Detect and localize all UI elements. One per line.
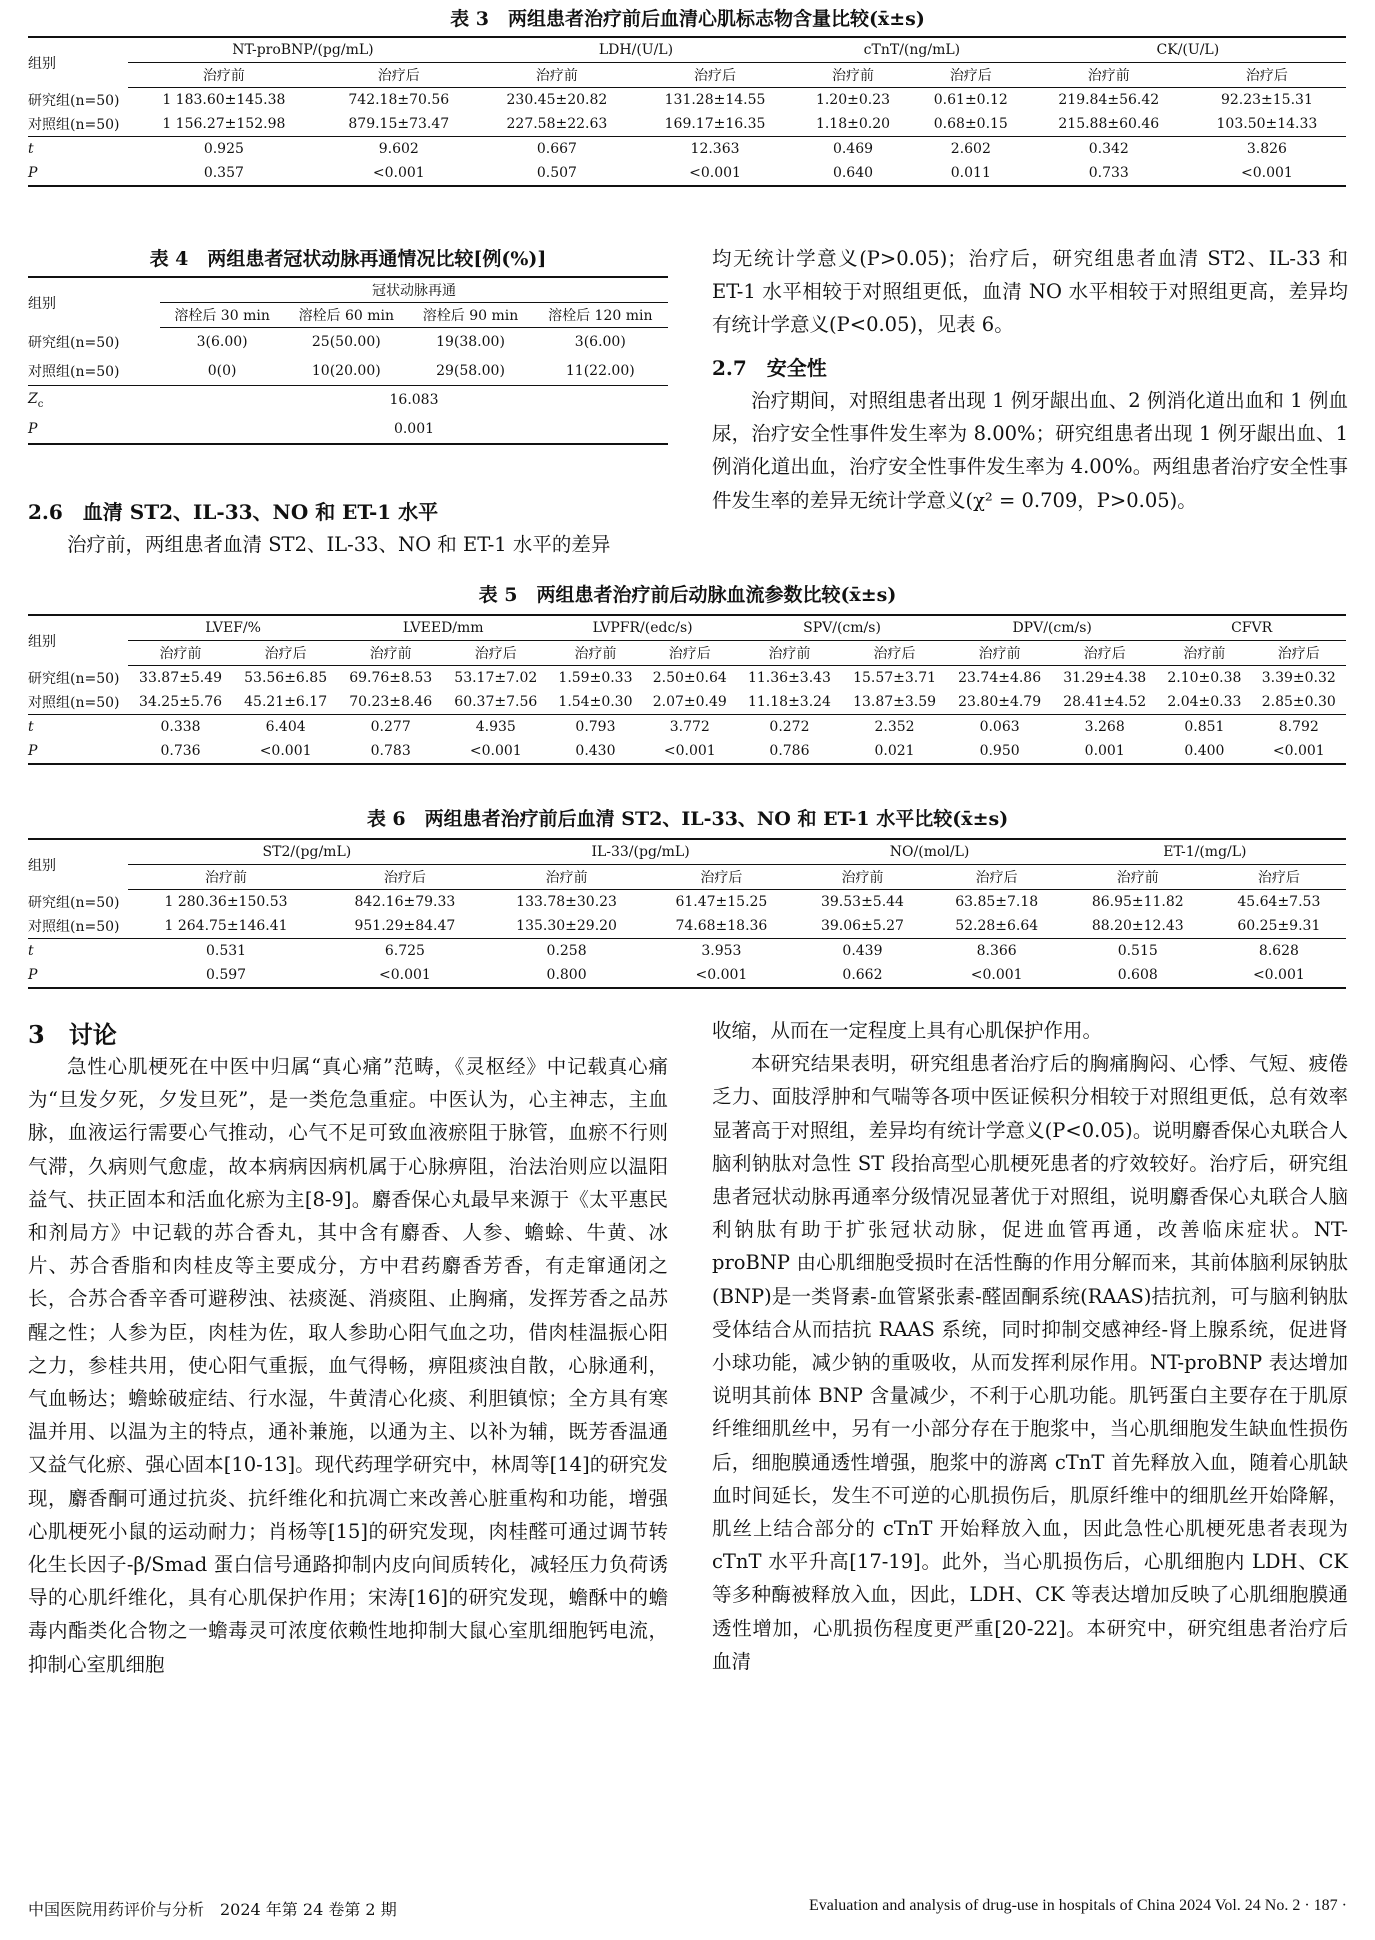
table-row — [28, 690, 1346, 715]
cell: 25(50.00) — [311, 334, 381, 351]
paragraph: 均无统计学意义(P>0.05)；治疗后，研究组患者血清 ST2、IL-33 和 ET-1 水平相较于对照组更低，血清 NO 水平相较于对照组更高，差异均有统计学意义(P<0.05)，见表 6。 — [712, 247, 1348, 337]
paragraph: 急性心肌梗死在中医中归属“真心痛”范畴，《灵枢经》中记载真心痛为“旦发夕死，夕发旦死”，是一类危急重症。中医认为，心主神志，主血脉，血液运行需要心气推动，心气不足可致血液瘀阻于脉管，血瘀不行则气滞，久病则气愈虚，故本病病因病机属于心脉痹阻，治法治则应以温阳益气、扶正固本和活血化瘀为主[8-9]。麝香保心丸最早来源于《太平惠民和剂局方》中记载的苏合香丸，其中含有麝香、人参、蟾蜍、牛黄、冰片、苏合香脂和肉桂皮等主要成分，方中君药麝香芳香，有走窜通闭之长，合苏合香辛香可避秽浊、祛痰涎、消痰阻、止胸痛，发挥芳香之品苏醒之性；人参为臣，肉桂为佐，取人参助心阳气血之功，借肉桂温振心阳之力，参桂共用，使心阳气重振，血气得畅，痹阻痰浊自散，心脉通利，气血畅达；蟾蜍破症结、行水湿，牛黄清心化痰、利胆镇惊；全方具有寒温并用、以温为主的特点，通补兼施，以通为主、以补为辅，既芳香温通又益气化瘀、强心固本[10-13]。现代药理学研究中，林周等[14]的研究发现，麝香酮可通过抗炎、抗纤维化和抗凋亡来改善心脏重构和功能，增强心肌梗死小鼠的运动耐力；肖杨等[15]的研究发现，肉桂醛可通过调节转化生长因子-β/Smad 蛋白信号通路抑制内皮向间质转化，减轻压力负荷诱导的心肌纤维化，具有心肌保护作用；宋涛[16]的研究发现，蟾酥中的蟾毒内酯类化合物之一蟾毒灵可浓度依赖性地抑制大鼠心室肌细胞钙电流，抑制心室肌细胞 — [28, 1055, 668, 1676]
cell: 0.793 — [575, 719, 616, 735]
table4-span-header: 冠状动脉再通 — [160, 277, 668, 303]
table-row — [28, 357, 668, 386]
cell: 0.950 — [947, 739, 1052, 764]
cell: 45.21±6.17 — [233, 690, 338, 715]
section-2-6-text-left — [28, 528, 668, 561]
cell: 169.17±16.35 — [636, 112, 794, 137]
table-row — [28, 666, 1346, 691]
table5-sub-header: 治疗后 — [1252, 641, 1346, 666]
section-2-7-text — [712, 384, 1348, 517]
table3-sub-header: 治疗前 — [478, 63, 636, 88]
cell: 2.85±0.30 — [1252, 690, 1346, 715]
cell: 11(22.00) — [533, 357, 668, 386]
table5-body — [28, 666, 1346, 765]
table5-title: 表 5 两组患者治疗前后动脉血流参数比较(x̄±s) — [478, 584, 897, 606]
cell: <0.001 — [1212, 963, 1346, 988]
table3-sub-header: 治疗前 — [1030, 63, 1188, 88]
table6-sub-header: 治疗后 — [324, 865, 486, 890]
table5 — [28, 614, 1346, 765]
cell: 92.23±15.31 — [1220, 92, 1313, 108]
cell: 0.736 — [128, 739, 233, 764]
table3-sub-header: 治疗后 — [912, 63, 1030, 88]
table6-sub-header: 治疗后 — [930, 865, 1064, 890]
cell: 29(58.00) — [408, 357, 532, 386]
cell: 2.07±0.49 — [643, 690, 737, 715]
table4 — [28, 276, 668, 445]
table-row — [28, 715, 1346, 740]
cell: 1 156.27±152.98 — [128, 112, 320, 137]
cell: 3.772 — [669, 719, 710, 735]
cell: 215.88±60.46 — [1030, 112, 1188, 137]
paragraph: 治疗前，两组患者血清 ST2、IL-33、NO 和 ET-1 水平的差异 — [67, 533, 611, 556]
table6-col-header: ST2/(pg/mL) — [128, 839, 486, 865]
cell: 3.826 — [1246, 141, 1287, 157]
discussion-left-column — [28, 1050, 668, 1681]
cell: 0.277 — [370, 719, 411, 735]
cell: 1.18±0.20 — [794, 112, 912, 137]
cell: <0.001 — [320, 161, 478, 186]
cell: 0.011 — [912, 161, 1030, 186]
cell: 45.64±7.53 — [1237, 894, 1321, 910]
discussion-heading: 3 讨论 — [28, 1020, 117, 1049]
cell: 23.80±4.79 — [947, 690, 1052, 715]
table3-title: 表 3 两组患者治疗前后血清心肌标志物含量比较(x̄±s) — [450, 8, 925, 30]
cell: 0.925 — [203, 141, 244, 157]
section-2-7-heading: 2.7 安全性 — [712, 356, 827, 380]
cell: 60.37±7.56 — [443, 690, 548, 715]
cell: 0.400 — [1157, 739, 1251, 764]
table6-sub-header: 治疗前 — [795, 865, 929, 890]
table6-sub-header: 治疗前 — [486, 865, 648, 890]
table5-sub-header: 治疗后 — [1052, 641, 1157, 666]
table3-sub-header: 治疗前 — [128, 63, 320, 88]
cell: 86.95±11.82 — [1091, 894, 1184, 910]
cell: 53.56±6.85 — [244, 670, 328, 686]
table6-sub-header: 治疗前 — [128, 865, 324, 890]
cell: 0.61±0.12 — [933, 92, 1008, 108]
cell: <0.001 — [647, 963, 795, 988]
cell: 12.363 — [690, 141, 740, 157]
cell: 0.640 — [794, 161, 912, 186]
table6-sub-header: 治疗前 — [1064, 865, 1212, 890]
cell: 2.10±0.38 — [1167, 670, 1242, 686]
table3-sub-header: 治疗后 — [320, 63, 478, 88]
row-label: 研究组(n=50) — [28, 335, 120, 351]
table-row — [28, 328, 668, 357]
cell: 3.39±0.32 — [1261, 670, 1336, 686]
cell: 3(6.00) — [196, 334, 248, 351]
cell: <0.001 — [324, 963, 486, 988]
cell: 15.57±3.71 — [853, 670, 937, 686]
cell: 70.23±8.46 — [338, 690, 443, 715]
cell: 23.74±4.86 — [958, 670, 1042, 686]
zc-value: 16.083 — [389, 392, 439, 409]
table6-sub-header: 治疗后 — [647, 865, 795, 890]
table5-sub-header: 治疗前 — [947, 641, 1052, 666]
cell: 0.608 — [1064, 963, 1212, 988]
cell: 0.667 — [536, 141, 577, 157]
table5-sub-header: 治疗后 — [233, 641, 338, 666]
table5-col-header: LVPFR/(edc/s) — [548, 615, 737, 641]
cell: 0.531 — [205, 943, 247, 959]
table6-col-header: NO/(mol/L) — [795, 839, 1063, 865]
cell: 3(6.00) — [574, 334, 626, 351]
cell: <0.001 — [233, 739, 338, 764]
table5-col-header: DPV/(cm/s) — [947, 615, 1157, 641]
cell: <0.001 — [1252, 739, 1346, 764]
table5-sub-header: 治疗后 — [842, 641, 947, 666]
table-row — [28, 415, 668, 444]
cell: 131.28±14.55 — [664, 92, 766, 108]
table5-col-header: LVEED/mm — [338, 615, 548, 641]
row-label: 研究组(n=50) — [28, 894, 120, 911]
cell: 2.352 — [874, 719, 915, 735]
table3-group-header: 组别 — [28, 37, 128, 88]
table3-body — [28, 88, 1346, 187]
cell: 1 264.75±146.41 — [128, 914, 324, 939]
cell: 133.78±30.23 — [516, 894, 617, 910]
cell: 219.84±56.42 — [1058, 92, 1160, 108]
paragraph: 治疗期间，对照组患者出现 1 例牙龈出血、2 例消化道出血和 1 例血尿，治疗安全性事件发生率为 8.00%；研究组患者出现 1 例牙龈出血、1 例消化道出血，治疗安全性事件发生率为 4.00%。两组患者治疗安全性事件发生率的差异无统计学意义(χ² = 0.709，P>0.05)。 — [712, 389, 1348, 512]
table-row — [28, 963, 1346, 988]
cell: 8.366 — [976, 943, 1017, 959]
table3-sub-header: 治疗前 — [794, 63, 912, 88]
table6-col-header: ET-1/(mg/L) — [1064, 839, 1346, 865]
table3-col-header: CK/(U/L) — [1030, 37, 1346, 63]
paragraph: 本研究结果表明，研究组患者治疗后的胸痛胸闷、心悸、气短、疲倦乏力、面肢浮肿和气喘等各项中医证候积分相较于对照组更低，总有效率显著高于对照组，差异均有统计学意义(P<0.05)。说明麝香保心丸联合人脑利钠肽对急性 ST 段抬高型心肌梗死患者的疗效较好。治疗后，研究组患者冠状动脉再通率分级情况显著优于对照组，说明麝香保心丸联合人脑利钠肽有助于扩张冠状动脉，促进血管再通，改善临床症状。NT-proBNP 由心肌细胞受损时在活性酶的作用分解而来，其前体脑利尿钠肽(BNP)是一类肾素-血管紧张素-醛固酮系统(RAAS)拮抗剂，可与脑利钠肽受体结合从而拮抗 RAAS 系统，同时抑制交感神经-肾上腺系统，促进肾小球功能，减少钠的重吸收，从而发挥利尿作用。NT-proBNP 表达增加说明其前体 BNP 含量减少，不利于心肌功能。肌钙蛋白主要存在于肌原纤维细肌丝中，另有一小部分存在于胞浆中，当心肌细胞发生缺血性损伤后，细胞膜通透性增强，胞浆中的游离 cTnT 首先释放入血，随着心肌缺血时间延长，发生不可逆的心肌损伤后，肌原纤维中的细肌丝开始降解，肌丝上结合部分的 cTnT 开始释放入血，因此急性心肌梗死患者表现为 cTnT 水平升高[17-19]。此外，当心肌损伤后，心肌细胞内 LDH、CK 等多种酶被释放入血，因此，LDH、CK 等表达增加反映了心肌细胞膜通透性增加，心肌损伤程度更严重[20-22]。本研究中，研究组患者治疗后血清 — [712, 1052, 1348, 1673]
cell: 4.935 — [475, 719, 516, 735]
table4-col-header: 溶栓后 60 min — [284, 303, 408, 328]
table5-col-header: LVEF/% — [128, 615, 338, 641]
cell: 230.45±20.82 — [506, 92, 608, 108]
cell: 6.404 — [265, 719, 306, 735]
table-row — [28, 386, 668, 415]
table5-col-header: SPV/(cm/s) — [737, 615, 947, 641]
table4-group-header: 组别 — [28, 277, 160, 328]
table5-sub-header: 治疗前 — [338, 641, 443, 666]
cell: <0.001 — [930, 963, 1064, 988]
cell: 0.001 — [1052, 739, 1157, 764]
table3-col-header: LDH/(U/L) — [478, 37, 794, 63]
cell: 0.851 — [1184, 719, 1225, 735]
cell: 74.68±18.36 — [647, 914, 795, 939]
p-value: 0.001 — [160, 415, 668, 444]
cell: 9.602 — [378, 141, 419, 157]
table-row — [28, 939, 1346, 964]
cell: 0.063 — [979, 719, 1020, 735]
row-label: t — [28, 943, 34, 959]
table6-title: 表 6 两组患者治疗前后血清 ST2、IL-33、NO 和 ET-1 水平比较(x̄±s) — [366, 808, 1009, 830]
table5-group-header: 组别 — [28, 615, 128, 666]
cell: 31.29±4.38 — [1063, 670, 1147, 686]
row-label: 对照组(n=50) — [28, 914, 128, 939]
table6-body — [28, 890, 1346, 989]
table6-col-header: IL-33/(pg/mL) — [486, 839, 796, 865]
row-label: 对照组(n=50) — [28, 112, 128, 137]
cell: 1.59±0.33 — [558, 670, 633, 686]
cell: 61.47±15.25 — [675, 894, 768, 910]
row-label: 研究组(n=50) — [28, 92, 120, 109]
zc-label: $Z_c$ — [28, 390, 44, 410]
cell: 33.87±5.49 — [139, 670, 223, 686]
cell: 951.29±84.47 — [324, 914, 486, 939]
cell: 69.76±8.53 — [349, 670, 433, 686]
table-row — [28, 161, 1346, 186]
cell: 0.021 — [842, 739, 947, 764]
cell: 88.20±12.43 — [1064, 914, 1212, 939]
cell: 0.430 — [548, 739, 642, 764]
cell: 63.85±7.18 — [955, 894, 1039, 910]
cell: 1 280.36±150.53 — [164, 894, 288, 910]
cell: 0.68±0.15 — [912, 112, 1030, 137]
table3-col-header: NT-proBNP/(pg/mL) — [128, 37, 478, 63]
cell: 10(20.00) — [284, 357, 408, 386]
cell: <0.001 — [643, 739, 737, 764]
cell: 0.597 — [128, 963, 324, 988]
row-label: 研究组(n=50) — [28, 670, 120, 687]
table6 — [28, 838, 1346, 989]
row-label: P — [28, 739, 128, 764]
cell: 3.268 — [1084, 719, 1125, 735]
table-row — [28, 112, 1346, 137]
table3 — [28, 36, 1346, 187]
section-2-6-text-right — [712, 242, 1348, 342]
cell: 13.87±3.59 — [842, 690, 947, 715]
section-2-6-heading: 2.6 血清 ST2、IL-33、NO 和 ET-1 水平 — [28, 500, 439, 524]
cell: 742.18±70.56 — [348, 92, 450, 108]
row-label: 对照组(n=50) — [28, 690, 128, 715]
table4-col-header: 溶栓后 120 min — [533, 303, 668, 328]
cell: 2.50±0.64 — [652, 670, 727, 686]
cell: 0.783 — [338, 739, 443, 764]
cell: 11.18±3.24 — [737, 690, 842, 715]
table-row — [28, 739, 1346, 764]
cell: <0.001 — [636, 161, 794, 186]
cell: 0.439 — [842, 943, 883, 959]
table4-col-header: 溶栓后 90 min — [408, 303, 532, 328]
paragraph: 收缩，从而在一定程度上具有心肌保护作用。 — [712, 1019, 1103, 1042]
cell: 2.602 — [950, 141, 991, 157]
cell: 0.786 — [737, 739, 842, 764]
cell: 0.515 — [1117, 943, 1158, 959]
table5-sub-header: 治疗前 — [128, 641, 233, 666]
cell: 8.628 — [1258, 943, 1299, 959]
table5-sub-header: 治疗前 — [548, 641, 642, 666]
cell: 0.357 — [128, 161, 320, 186]
table-row — [28, 890, 1346, 915]
cell: 3.953 — [701, 943, 742, 959]
cell: 19(38.00) — [436, 334, 505, 351]
row-label: t — [28, 719, 34, 735]
table5-sub-header: 治疗后 — [643, 641, 737, 666]
cell: 842.16±79.33 — [354, 894, 456, 910]
table4-col-header: 溶栓后 30 min — [160, 303, 284, 328]
cell: 0.272 — [769, 719, 810, 735]
cell: 0.338 — [160, 719, 201, 735]
table4-title: 表 4 两组患者冠状动脉再通情况比较[例(%)] — [149, 248, 547, 270]
cell: 103.50±14.33 — [1188, 112, 1346, 137]
row-label: P — [28, 963, 128, 988]
table-row — [28, 914, 1346, 939]
cell: 53.17±7.02 — [454, 670, 538, 686]
p-label: P — [28, 415, 160, 444]
cell: 135.30±29.20 — [486, 914, 648, 939]
cell: 39.53±5.44 — [820, 894, 904, 910]
footer-right: Evaluation and analysis of drug-use in hospitals of China 2024 Vol. 24 No. 2 · 187 · — [808, 1897, 1347, 1914]
table5-sub-header: 治疗前 — [1157, 641, 1251, 666]
cell: 0.733 — [1030, 161, 1188, 186]
cell: <0.001 — [443, 739, 548, 764]
table6-sub-header: 治疗后 — [1212, 865, 1346, 890]
table3-sub-header: 治疗后 — [636, 63, 794, 88]
cell: 8.792 — [1278, 719, 1319, 735]
cell: 0.258 — [546, 943, 587, 959]
table6-group-header: 组别 — [28, 839, 128, 890]
cell: 0.507 — [478, 161, 636, 186]
cell: 34.25±5.76 — [128, 690, 233, 715]
cell: 2.04±0.33 — [1157, 690, 1251, 715]
table-row — [28, 88, 1346, 113]
cell: 0(0) — [160, 357, 284, 386]
table3-sub-header: 治疗后 — [1188, 63, 1346, 88]
table5-sub-header: 治疗后 — [443, 641, 548, 666]
cell: 879.15±73.47 — [320, 112, 478, 137]
row-label: t — [28, 141, 34, 157]
table5-col-header: CFVR — [1157, 615, 1346, 641]
footer-left: 中国医院用药评价与分析 2024 年第 24 卷第 2 期 — [28, 1900, 397, 1919]
table3-col-header: cTnT/(ng/mL) — [794, 37, 1030, 63]
cell: 60.25±9.31 — [1212, 914, 1346, 939]
cell: 1.20±0.23 — [815, 92, 891, 108]
cell: 39.06±5.27 — [795, 914, 929, 939]
row-label: P — [28, 161, 128, 186]
table5-sub-header: 治疗前 — [737, 641, 842, 666]
cell: 52.28±6.64 — [930, 914, 1064, 939]
cell: 1.54±0.30 — [548, 690, 642, 715]
row-label: 对照组(n=50) — [28, 357, 160, 386]
cell: 0.800 — [486, 963, 648, 988]
cell: 0.469 — [832, 141, 874, 157]
cell: <0.001 — [1188, 161, 1346, 186]
table-row — [28, 137, 1346, 162]
cell: 227.58±22.63 — [478, 112, 636, 137]
cell: 11.36±3.43 — [747, 670, 831, 686]
cell: 1 183.60±145.38 — [162, 92, 286, 108]
cell: 0.662 — [795, 963, 929, 988]
discussion-right-column — [712, 1014, 1348, 1678]
cell: 0.342 — [1088, 141, 1129, 157]
cell: 6.725 — [384, 943, 425, 959]
cell: 28.41±4.52 — [1052, 690, 1157, 715]
